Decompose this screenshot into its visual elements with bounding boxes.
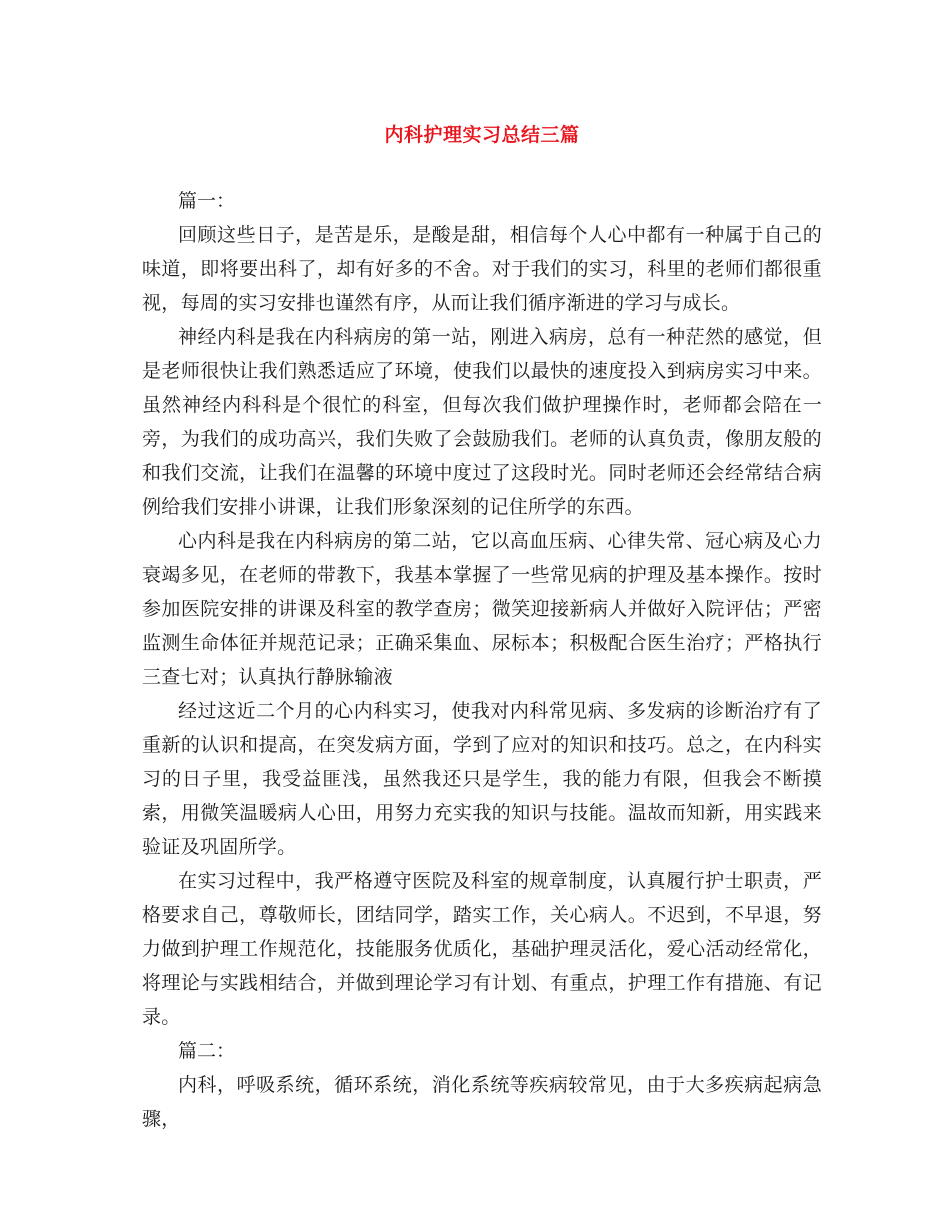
paragraph-4: 经过这近二个月的心内科实习，使我对内科常见病、多发病的诊断治疗有了重新的认识和提高，在突发病方面，学到了应对的知识和技巧。总之，在内科实习的日子里，我受益匪浅，虽然我还只是学生，我的能力有限，但我会不断摸索，用微笑温暖病人心田，用努力充实我的知识与技能。温故而知新，用实践来验证及巩固所学。 bbox=[142, 700, 822, 858]
paragraph-5: 在实习过程中，我严格遵守医院及科室的规章制度，认真履行护士职责，严格要求自己，尊敬师长，团结同学，踏实工作，关心病人。不迟到，不早退，努力做到护理工作规范化，技能服务优质化，基础护理灵活化，爱心活动经常化，将理论与实践相结合，并做到理论学习有计划、有重点，护理工作有措施、有记录。 bbox=[142, 870, 822, 1028]
paragraph-2: 神经内科是我在内科病房的第一站，刚进入病房，总有一种茫然的感觉，但是老师很快让我们熟悉适应了环境，使我们以最快的速度投入到病房实习中来。虽然神经内科科是个很忙的科室，但每次我们做护理操作时，老师都会陪在一旁，为我们的成功高兴，我们失败了会鼓励我们。老师的认真负责，像朋友般的和我们交流，让我们在温馨的环境中度过了这段时光。同时老师还会经常结合病例给我们安排小讲课，让我们形象深刻的记住所学的东西。 bbox=[142, 326, 822, 518]
paragraph-3: 心内科是我在内科病房的第二站，它以高血压病、心律失常、冠心病及心力衰竭多见，在老师的带教下，我基本掌握了一些常见病的护理及基本操作。按时参加医院安排的讲课及科室的教学查房；微笑迎接新病人并做好入院评估；严密监测生命体征并规范记录；正确采集血、尿标本；积极配合医生治疗；严格执行三查七对；认真执行静脉输液 bbox=[142, 530, 822, 688]
paragraph-6: 内科，呼吸系统，循环系统，消化系统等疾病较常见，由于大多疾病起病急骤， bbox=[142, 1074, 822, 1130]
section-heading-1: 篇一： bbox=[178, 190, 236, 212]
document-page bbox=[142, 120, 822, 1136]
document-title: 内科护理实习总结三篇 bbox=[384, 124, 580, 146]
paragraph-1: 回顾这些日子，是苦是乐，是酸是甜，相信每个人心中都有一种属于自己的味道，即将要出科了，却有好多的不舍。对于我们的实习，科里的老师们都很重视，每周的实习安排也谨然有序，从而让我们循序渐进的学习与成长。 bbox=[142, 224, 822, 314]
section-heading-2: 篇二： bbox=[178, 1040, 236, 1062]
